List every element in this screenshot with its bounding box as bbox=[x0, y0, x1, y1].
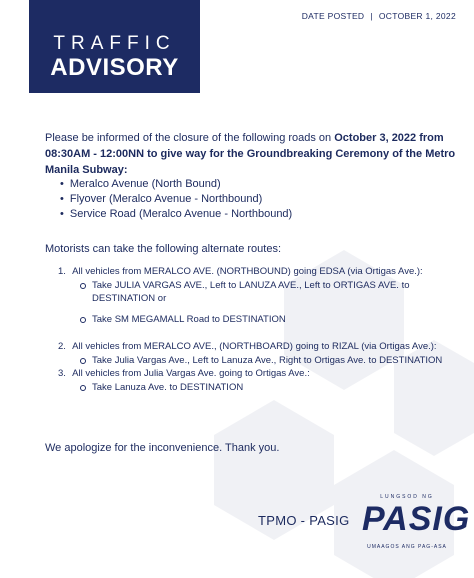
route-item bbox=[58, 367, 458, 381]
date-value: OCTOBER 1, 2022 bbox=[378, 11, 456, 21]
banner-title-line2: ADVISORY bbox=[50, 54, 179, 81]
date-separator: | bbox=[370, 11, 373, 21]
intro-paragraph bbox=[45, 130, 460, 178]
route-text: All vehicles from MERALCO AVE., (NORTHBOARD) going to RIZAL (via Ortigas Ave.): bbox=[72, 341, 437, 352]
intro-text: Please be informed of the closure of the following roads on bbox=[45, 132, 335, 144]
logo-bottom-text: UMAAGOS ANG PAG-ASA bbox=[367, 544, 447, 550]
route-item bbox=[58, 265, 458, 279]
traffic-advisory-banner bbox=[29, 0, 200, 93]
route-item bbox=[58, 340, 458, 354]
intro-bold-text: October 3, 2022 from 08:30AM - 12:00NN to give way for the Groundbreaking Ceremony of the Metro Manila Subway: bbox=[45, 132, 456, 176]
pasig-logo bbox=[362, 494, 471, 554]
route-sub-item: Take Lanuza Ave. to DESTINATION bbox=[80, 381, 458, 395]
closed-road-item: • Meralco Avenue (North Bound) bbox=[60, 177, 292, 192]
route-number: 3. bbox=[58, 368, 66, 379]
alternate-routes-list bbox=[58, 265, 458, 394]
logo-top-text: LUNGSOD NG bbox=[380, 494, 434, 500]
route-text: All vehicles from Julia Vargas Ave. going to Ortigas Ave.: bbox=[72, 368, 310, 379]
date-posted bbox=[302, 11, 456, 21]
route-number: 1. bbox=[58, 266, 66, 277]
apology-text: We apologize for the inconvenience. Thank you. bbox=[45, 442, 280, 454]
date-label: DATE POSTED bbox=[301, 11, 365, 21]
route-number: 2. bbox=[58, 341, 66, 352]
route-sub-item: Take SM MEGAMALL Road to DESTINATION bbox=[80, 313, 458, 327]
closed-roads-list bbox=[60, 177, 292, 222]
route-text: All vehicles from MERALCO AVE. (NORTHBOUND) going EDSA (via Ortigas Ave.): bbox=[72, 266, 423, 277]
closed-road-item: • Flyover (Meralco Avenue - Northbound) bbox=[60, 192, 292, 207]
signature-tpmo: TPMO - PASIG bbox=[258, 513, 350, 528]
alternate-routes-heading: Motorists can take the following alternate routes: bbox=[45, 243, 282, 255]
closed-road-item: • Service Road (Meralco Avenue - Northbound) bbox=[60, 207, 292, 222]
banner-title-line1: TRAFFIC bbox=[53, 33, 176, 54]
route-sub-item: Take JULIA VARGAS AVE., Left to LANUZA AVE., Left to ORTIGAS AVE. to DESTINATION or bbox=[80, 279, 458, 306]
route-sub-item: Take Julia Vargas Ave., Left to Lanuza Ave., Right to Ortigas Ave. to DESTINATION bbox=[80, 354, 458, 368]
logo-main-text: PASIG bbox=[362, 500, 471, 538]
